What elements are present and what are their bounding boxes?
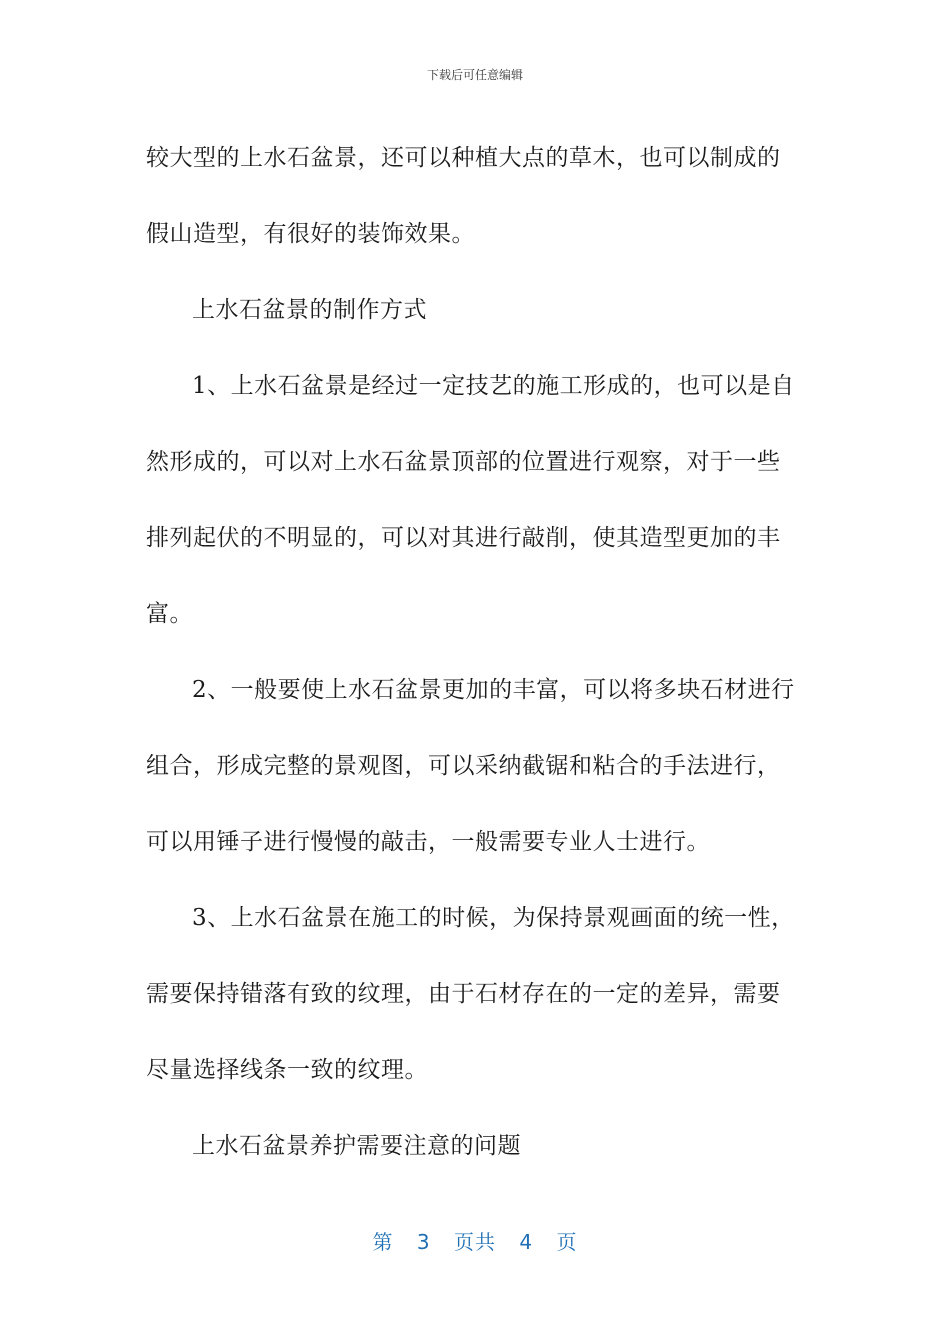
paragraph-line: 组合，形成完整的景观图，可以采纳截锯和粘合的手法进行， [146,753,781,779]
section-heading: 上水石盆景的制作方式 [192,297,427,323]
paragraph-line: 富。 [146,601,193,627]
paragraph-line: 1、上水石盆景是经过一定技艺的施工形成的，也可以是自 [192,373,795,399]
paragraph-line: 2、一般要使上水石盆景更加的丰富，可以将多块石材进行 [192,677,795,703]
footer-total-pages: 4 [519,1230,534,1254]
header-note: 下载后可任意编辑 [426,68,523,82]
footer-end-label: 页 [556,1230,578,1254]
document-body [146,120,806,1184]
paragraph-line: 尽量选择线条一致的纹理。 [146,1057,428,1083]
paragraph-line: 然形成的，可以对上水石盆景顶部的位置进行观察，对于一些 [146,449,781,475]
footer-current-page: 3 [416,1230,431,1254]
section-heading: 上水石盆景养护需要注意的问题 [192,1133,521,1159]
paragraph-line: 需要保持错落有致的纹理，由于石材存在的一定的差异，需要 [146,981,781,1007]
page-footer [0,1226,950,1255]
paragraph-line: 假山造型，有很好的装饰效果。 [146,221,475,247]
paragraph-line: 较大型的上水石盆景，还可以种植大点的草木，也可以制成的 [146,145,781,171]
paragraph-line: 排列起伏的不明显的，可以对其进行敲削，使其造型更加的丰 [146,525,781,551]
paragraph-line: 可以用锤子进行慢慢的敲击，一般需要专业人士进行。 [146,829,710,855]
paragraph-line: 3、上水石盆景在施工的时候，为保持景观画面的统一性， [192,905,795,931]
footer-total-label: 页共 [454,1230,496,1254]
footer-page-label: 第 [372,1230,394,1254]
